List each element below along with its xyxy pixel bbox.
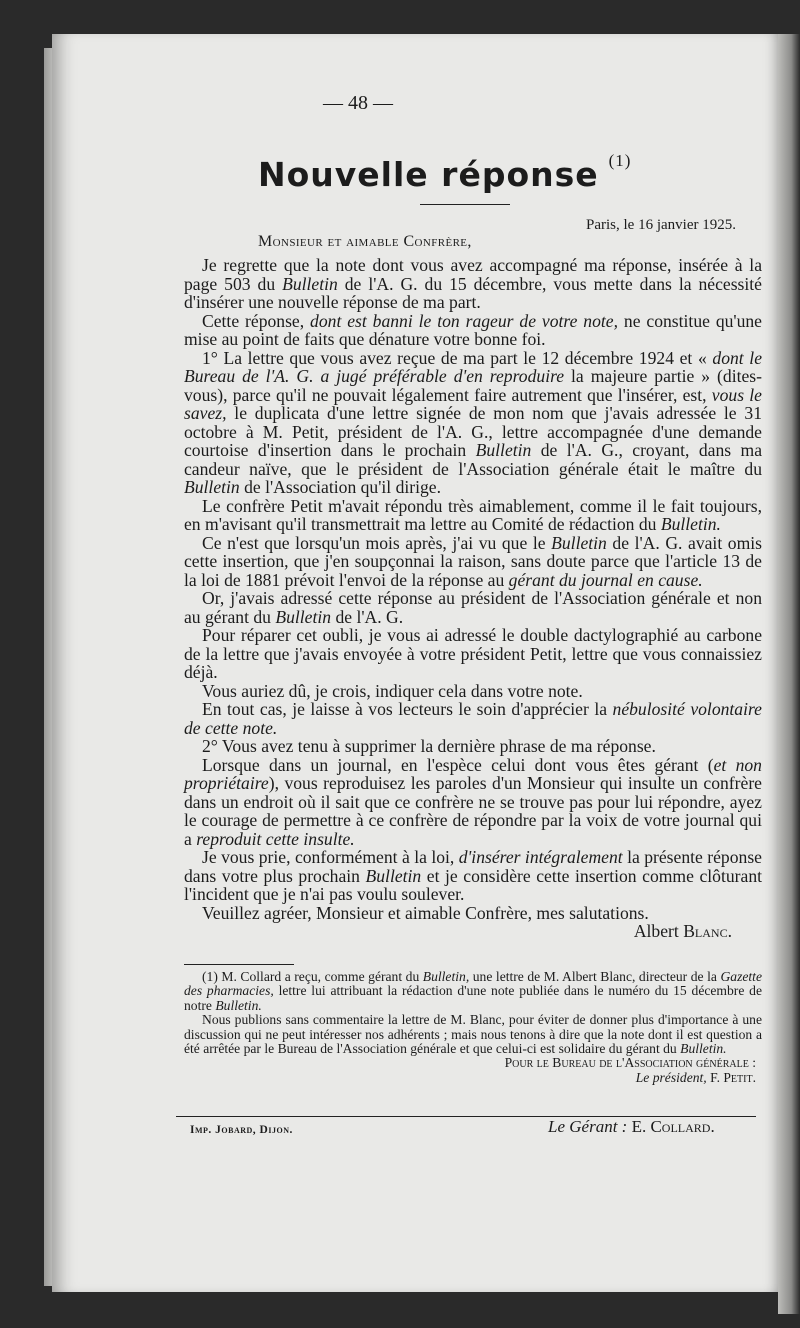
letter-body (184, 256, 762, 941)
footnote-rule (184, 964, 294, 965)
italic-text: Bulletin (275, 606, 332, 627)
page-edge (778, 34, 800, 1314)
title-footnote-ref: (1) (608, 151, 632, 170)
bureau-line: Pour le Bureau de l'Association générale : (504, 1055, 756, 1071)
italic-text: Bulletin (282, 273, 338, 294)
letter-salutation: Monsieur et aimable Confrère, (258, 233, 472, 250)
italic-text: dont est banni le ton rageur de votre note, (310, 310, 618, 331)
president-role: Le président, (635, 1069, 707, 1085)
footnote-paragraph: (1) M. Collard a reçu, comme gérant du Bulletin, une lettre de M. Albert Blanc, directeur de la Gazette des pharmacies, lettre lui attribuant la rédaction d'une note publiée dans le numéro du 15 décembre de notre Bulletin. (184, 969, 762, 1013)
body-paragraph: Lorsque dans un journal, en l'espèce celui dont vous êtes gérant (et non propriétaire), vous reproduisez les paroles d'un Monsieur qui insulte un confrère dans un endroit où il sait que ce confrère ne se trouve pas pour lui répondre, ayez le courage de permettre à ce confrère de répondre par la voix de votre journal qui a reproduit cette insulte. (184, 754, 762, 849)
body-paragraph: 2° Vous avez tenu à supprimer la dernière phrase de ma réponse. (202, 736, 656, 756)
italic-text: Bulletin, (422, 969, 470, 984)
italic-text: reproduit cette insulte. (196, 828, 355, 849)
page-number: — 48 — (323, 92, 393, 114)
italic-text: nébulosité volontaire de cette note. (184, 699, 762, 738)
footnote-paragraphs (184, 970, 762, 1056)
italic-text: Bulletin (365, 865, 422, 886)
gerant-line (548, 1117, 715, 1137)
printer-imprint: Imp. Jobard, Dijon. (190, 1124, 293, 1136)
body-paragraph: Le confrère Petit m'avait répondu très aimablement, comme il le fait toujours, en m'avisant qu'il transmettrait ma lettre au Comité de rédaction du Bulletin. (184, 495, 762, 534)
gerant-name: E. Collard. (627, 1117, 715, 1136)
body-paragraph: Je regrette que la note dont vous avez accompagné ma réponse, insérée à la page 503 du Bulletin de l'A. G. du 15 décembre, vous mette dans la nécessité d'insérer une nouvelle réponse de ma part. (184, 255, 762, 312)
title-text: Nouvelle réponse (258, 155, 599, 194)
italic-text: et non propriétaire (184, 754, 762, 793)
title-rule (420, 204, 510, 205)
footnote-paragraph: Nous publions sans commentaire la lettre de M. Blanc, pour éviter de donner plus d'importance à une discussion qui ne peut intéresser nos adhérents ; mais nous tenons à dire que la note dont il est question a été arrêtée par le Bureau de l'Association générale et que celui-ci est solidaire du gérant du Bulletin. (184, 1012, 762, 1057)
body-paragraph: Or, j'avais adressé cette réponse au président de l'Association générale et non au gérant du Bulletin de l'A. G. (184, 588, 762, 627)
signature-first: Albert (633, 921, 684, 941)
body-paragraphs (184, 256, 762, 922)
italic-text: gérant du journal en cause. (508, 569, 703, 590)
footnotes (184, 970, 762, 1085)
body-paragraph: Ce n'est que lorsqu'un mois après, j'ai vu que le Bulletin de l'A. G. avait omis cette insertion, que j'en soupçonnai la raison, sans doute parce que l'article 13 de la loi de 1881 prévoit l'envoi de la réponse au gérant du journal en cause. (184, 532, 762, 590)
italic-text: Bulletin (184, 477, 240, 497)
body-paragraph: Pour réparer cet oubli, je vous ai adressé le double dactylographié au carbone de la lettre que j'avais envoyée à votre président Petit, lettre que vous connaissiez déjà. (184, 625, 762, 682)
letter-date: Paris, le 16 janvier 1925. (586, 217, 736, 233)
body-paragraph: Je vous prie, conformément à la loi, d'insérer intégralement la présente réponse dans votre plus prochain Bulletin et je considère cette insertion comme clôturant l'incident que je n'ai pas voulu soulever. (184, 847, 763, 904)
body-paragraph: 1° La lettre que vous avez reçue de ma part le 12 décembre 1924 et « dont le Bureau de l'A. G. a jugé préférable d'en reproduire la majeure partie » (dites-vous), parce qu'il ne pouvait légalement faire autrement que l'insérer, est, vous le savez, le duplicata d'une lettre signée de mon nom que j'avais adressée le 31 octobre à M. Petit, président de l'A. G., lettre accompagnée d'une demande courtoise d'insertion dans le prochain Bulletin de l'A. G., croyant, dans ma candeur naïve, que le président de l'Association générale était le maître du Bulletin de l'Association qu'il dirige. (184, 347, 763, 497)
italic-text: Gazette des pharmacies, (184, 969, 762, 999)
body-paragraph: Veuillez agréer, Monsieur et aimable Confrère, mes salutations. (202, 902, 649, 923)
italic-text: Bulletin (475, 440, 532, 460)
body-paragraph: Vous auriez dû, je crois, indiquer cela dans votre note. (202, 680, 583, 701)
gerant-label: Le Gérant : (548, 1117, 628, 1136)
letter-signature (184, 922, 762, 941)
italic-text: dont le Bureau de l'A. G. a jugé préférable d'en reproduire (184, 347, 762, 386)
signature-last: Blanc. (683, 921, 732, 941)
body-paragraph: Cette réponse, dont est banni le ton rageur de votre note, ne constitue qu'une mise au point de faits que dénature votre bonne foi. (184, 310, 762, 349)
italic-text: Bulletin (551, 532, 607, 553)
italic-text: d'insérer intégralement (458, 847, 623, 867)
president-initial: F. (706, 1069, 724, 1085)
italic-text: Bulletin. (680, 1041, 727, 1057)
body-paragraph: En tout cas, je laisse à vos lecteurs le soin d'apprécier la nébulosité volontaire de cette note. (184, 699, 762, 738)
president-name: Petit. (723, 1069, 756, 1085)
italic-text: vous le savez, (184, 384, 762, 423)
italic-text: Bulletin. (215, 997, 262, 1013)
italic-text: Bulletin. (660, 514, 721, 534)
page-title (258, 151, 658, 194)
president-line (184, 1071, 762, 1085)
